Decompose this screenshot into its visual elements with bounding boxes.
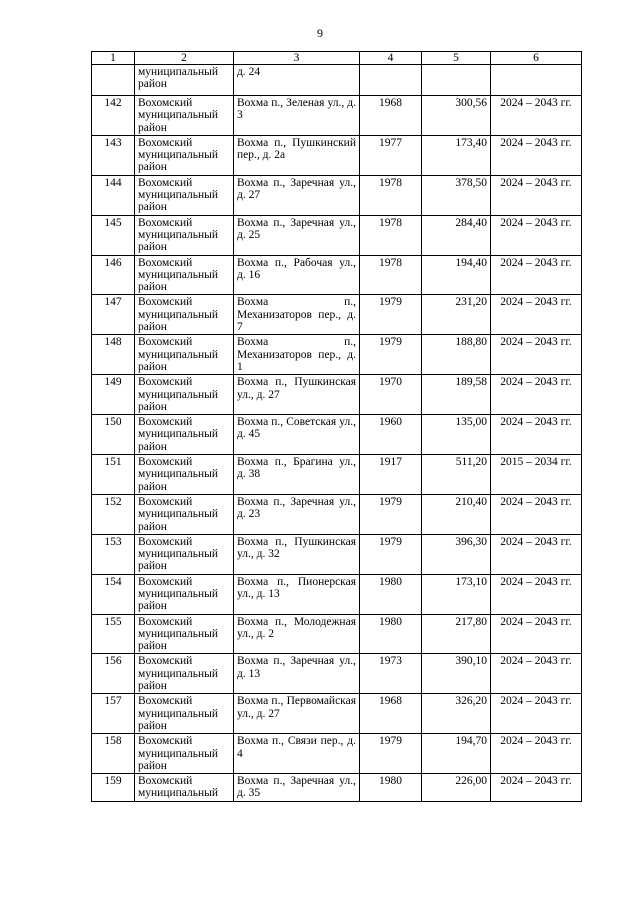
cell-district: Вохомский муниципальный район [135, 494, 234, 534]
cell-district: Вохомский муниципальный район [135, 574, 234, 614]
table-row-continuation [92, 65, 582, 96]
cell-num: 152 [92, 494, 135, 534]
cell-period: 2024 – 2043 гг. [491, 574, 582, 614]
cell-address: Вохма п., Пушкинская ул., д. 32 [234, 534, 360, 574]
cell-address: Вохма п., Первомайская ул., д. 27 [234, 694, 360, 734]
cell-area: 226,00 [422, 774, 491, 802]
cell-year: 1977 [360, 135, 422, 175]
cell-address: Вохма п., Молодежная ул., д. 2 [234, 614, 360, 654]
cell-area: 210,40 [422, 494, 491, 534]
cell-num: 146 [92, 255, 135, 295]
cell-year: 1960 [360, 415, 422, 455]
table-row [92, 215, 582, 255]
cell-address: Вохма п., Механизаторов пер., д. 1 [234, 335, 360, 375]
cell-district: Вохомский муниципальный район [135, 534, 234, 574]
cell-period: 2024 – 2043 гг. [491, 335, 582, 375]
cell-num: 150 [92, 415, 135, 455]
column-header-5: 5 [422, 52, 491, 65]
cell-num: 144 [92, 175, 135, 215]
cell-year: 1980 [360, 614, 422, 654]
cell-period: 2024 – 2043 гг. [491, 175, 582, 215]
cell-period: 2024 – 2043 гг. [491, 375, 582, 415]
cell-area: 284,40 [422, 215, 491, 255]
cell-num: 151 [92, 455, 135, 495]
cell-period: 2024 – 2043 гг. [491, 734, 582, 774]
table-row [92, 654, 582, 694]
cell-area: 194,40 [422, 255, 491, 295]
cell-num [92, 65, 135, 96]
cell-num: 157 [92, 694, 135, 734]
cell-address: Вохма п., Механизаторов пер., д. 7 [234, 295, 360, 335]
cell-area: 189,58 [422, 375, 491, 415]
cell-num: 159 [92, 774, 135, 802]
cell-year: 1979 [360, 494, 422, 534]
table-row [92, 534, 582, 574]
cell-area: 173,10 [422, 574, 491, 614]
cell-address: Вохма п., Пионерская ул., д. 13 [234, 574, 360, 614]
cell-district: Вохомский муниципальный район [135, 694, 234, 734]
cell-address: Вохма п., Заречная ул., д. 25 [234, 215, 360, 255]
cell-year: 1978 [360, 215, 422, 255]
table-row [92, 96, 582, 136]
cell-period: 2024 – 2043 гг. [491, 135, 582, 175]
cell-period: 2024 – 2043 гг. [491, 614, 582, 654]
cell-year [360, 65, 422, 96]
cell-area: 326,20 [422, 694, 491, 734]
table-row [92, 335, 582, 375]
cell-year: 1917 [360, 455, 422, 495]
cell-area: 135,00 [422, 415, 491, 455]
cell-year: 1968 [360, 96, 422, 136]
cell-period: 2024 – 2043 гг. [491, 96, 582, 136]
cell-num: 149 [92, 375, 135, 415]
cell-num: 148 [92, 335, 135, 375]
cell-address: Вохма п., Зеленая ул., д. 3 [234, 96, 360, 136]
cell-area: 396,30 [422, 534, 491, 574]
table-row [92, 375, 582, 415]
cell-address: д. 24 [234, 65, 360, 96]
cell-district: Вохомский муниципальный [135, 774, 234, 802]
cell-address: Вохма п., Пушкинская ул., д. 27 [234, 375, 360, 415]
cell-period: 2024 – 2043 гг. [491, 295, 582, 335]
cell-year: 1978 [360, 255, 422, 295]
cell-year: 1980 [360, 574, 422, 614]
cell-address: Вохма п., Заречная ул., д. 35 [234, 774, 360, 802]
cell-period: 2024 – 2043 гг. [491, 654, 582, 694]
cell-period [491, 65, 582, 96]
table-row [92, 574, 582, 614]
cell-period: 2015 – 2034 гг. [491, 455, 582, 495]
cell-period: 2024 – 2043 гг. [491, 415, 582, 455]
cell-area: 390,10 [422, 654, 491, 694]
cell-district: Вохомский муниципальный район [135, 335, 234, 375]
cell-district: Вохомский муниципальный район [135, 135, 234, 175]
cell-district: Вохомский муниципальный район [135, 614, 234, 654]
cell-year: 1978 [360, 175, 422, 215]
cell-num: 156 [92, 654, 135, 694]
cell-num: 143 [92, 135, 135, 175]
cell-period: 2024 – 2043 гг. [491, 255, 582, 295]
cell-num: 153 [92, 534, 135, 574]
cell-area: 194,70 [422, 734, 491, 774]
cell-num: 154 [92, 574, 135, 614]
page-number: 9 [317, 26, 323, 40]
cell-address: Вохма п., Рабочая ул., д. 16 [234, 255, 360, 295]
cell-period: 2024 – 2043 гг. [491, 694, 582, 734]
cell-num: 155 [92, 614, 135, 654]
column-header-1: 1 [92, 52, 135, 65]
cell-address: Вохма п., Брагина ул., д. 38 [234, 455, 360, 495]
cell-district: Вохомский муниципальный район [135, 175, 234, 215]
housing-registry-table [91, 51, 582, 802]
table-row [92, 774, 582, 802]
column-header-6: 6 [491, 52, 582, 65]
table-row [92, 455, 582, 495]
cell-address: Вохма п., Заречная ул., д. 27 [234, 175, 360, 215]
cell-num: 145 [92, 215, 135, 255]
cell-area [422, 65, 491, 96]
cell-district: Вохомский муниципальный район [135, 415, 234, 455]
cell-year: 1979 [360, 295, 422, 335]
cell-year: 1973 [360, 654, 422, 694]
cell-district: муниципальный район [135, 65, 234, 96]
table-header-row [92, 52, 582, 65]
table-row [92, 255, 582, 295]
cell-district: Вохомский муниципальный район [135, 455, 234, 495]
cell-district: Вохомский муниципальный район [135, 654, 234, 694]
cell-year: 1968 [360, 694, 422, 734]
cell-area: 378,50 [422, 175, 491, 215]
cell-year: 1979 [360, 734, 422, 774]
cell-num: 142 [92, 96, 135, 136]
cell-year: 1979 [360, 534, 422, 574]
column-header-4: 4 [360, 52, 422, 65]
table-row [92, 135, 582, 175]
table-row [92, 614, 582, 654]
cell-district: Вохомский муниципальный район [135, 96, 234, 136]
cell-district: Вохомский муниципальный район [135, 255, 234, 295]
cell-district: Вохомский муниципальный район [135, 295, 234, 335]
cell-address: Вохма п., Заречная ул., д. 13 [234, 654, 360, 694]
cell-area: 300,56 [422, 96, 491, 136]
cell-year: 1979 [360, 335, 422, 375]
cell-address: Вохма п., Советская ул., д. 45 [234, 415, 360, 455]
cell-address: Вохма п., Связи пер., д. 4 [234, 734, 360, 774]
cell-district: Вохомский муниципальный район [135, 734, 234, 774]
table-row [92, 734, 582, 774]
table-row [92, 295, 582, 335]
cell-period: 2024 – 2043 гг. [491, 215, 582, 255]
column-header-2: 2 [135, 52, 234, 65]
cell-area: 173,40 [422, 135, 491, 175]
cell-num: 147 [92, 295, 135, 335]
cell-area: 188,80 [422, 335, 491, 375]
cell-address: Вохма п., Пушкинский пер., д. 2а [234, 135, 360, 175]
cell-area: 217,80 [422, 614, 491, 654]
cell-period: 2024 – 2043 гг. [491, 534, 582, 574]
cell-area: 231,20 [422, 295, 491, 335]
cell-district: Вохомский муниципальный район [135, 375, 234, 415]
cell-num: 158 [92, 734, 135, 774]
table-body [92, 65, 582, 802]
table-row [92, 175, 582, 215]
cell-period: 2024 – 2043 гг. [491, 774, 582, 802]
column-header-3: 3 [234, 52, 360, 65]
cell-period: 2024 – 2043 гг. [491, 494, 582, 534]
cell-address: Вохма п., Заречная ул., д. 23 [234, 494, 360, 534]
cell-year: 1980 [360, 774, 422, 802]
table-row [92, 494, 582, 534]
table-row [92, 694, 582, 734]
cell-district: Вохомский муниципальный район [135, 215, 234, 255]
cell-area: 511,20 [422, 455, 491, 495]
table-row [92, 415, 582, 455]
cell-year: 1970 [360, 375, 422, 415]
